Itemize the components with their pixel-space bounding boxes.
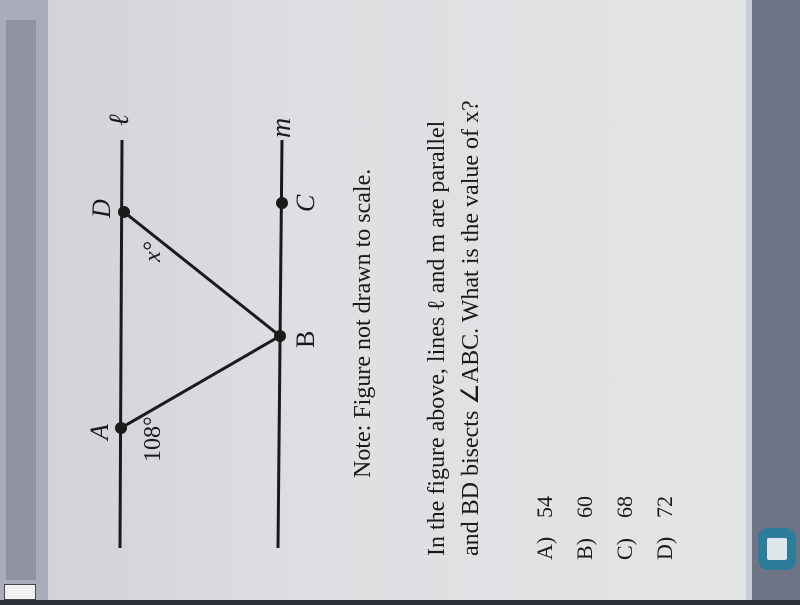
note-text: Note: Figure not drawn to scale. [350, 168, 376, 478]
point-D [118, 206, 130, 218]
choice-C[interactable] [612, 496, 637, 560]
point-B [274, 330, 286, 342]
point-A [115, 422, 127, 434]
angle-x-label: x° [140, 241, 166, 262]
angle-108-label: 108° [140, 416, 166, 462]
choice-A[interactable] [532, 496, 557, 560]
segment-BD [124, 212, 280, 336]
choice-A-letter: A) [532, 536, 557, 560]
label-B: B [291, 330, 320, 348]
choice-B-letter: B) [572, 538, 597, 560]
question-line-2: and BD bisects ∠ABC. What is the value of x? [458, 100, 484, 556]
label-D: D [87, 199, 116, 218]
question-line-1: In the figure above, lines ℓ and m are parallel [424, 120, 450, 556]
line-l [120, 140, 122, 548]
label-A: A [85, 424, 114, 440]
choice-A-value: 54 [532, 496, 557, 518]
label-C: C [291, 194, 320, 212]
choice-B-value: 60 [572, 496, 597, 518]
label-line-l: ℓ [104, 114, 135, 126]
label-line-m: m [266, 117, 297, 138]
choice-D[interactable] [652, 496, 677, 560]
segment-AB [121, 336, 280, 428]
choice-B[interactable] [572, 496, 597, 560]
choice-C-letter: C) [612, 538, 637, 560]
point-C [276, 197, 288, 209]
choice-C-value: 68 [612, 496, 637, 518]
choice-D-value: 72 [652, 496, 677, 518]
choice-D-letter: D) [652, 536, 677, 560]
